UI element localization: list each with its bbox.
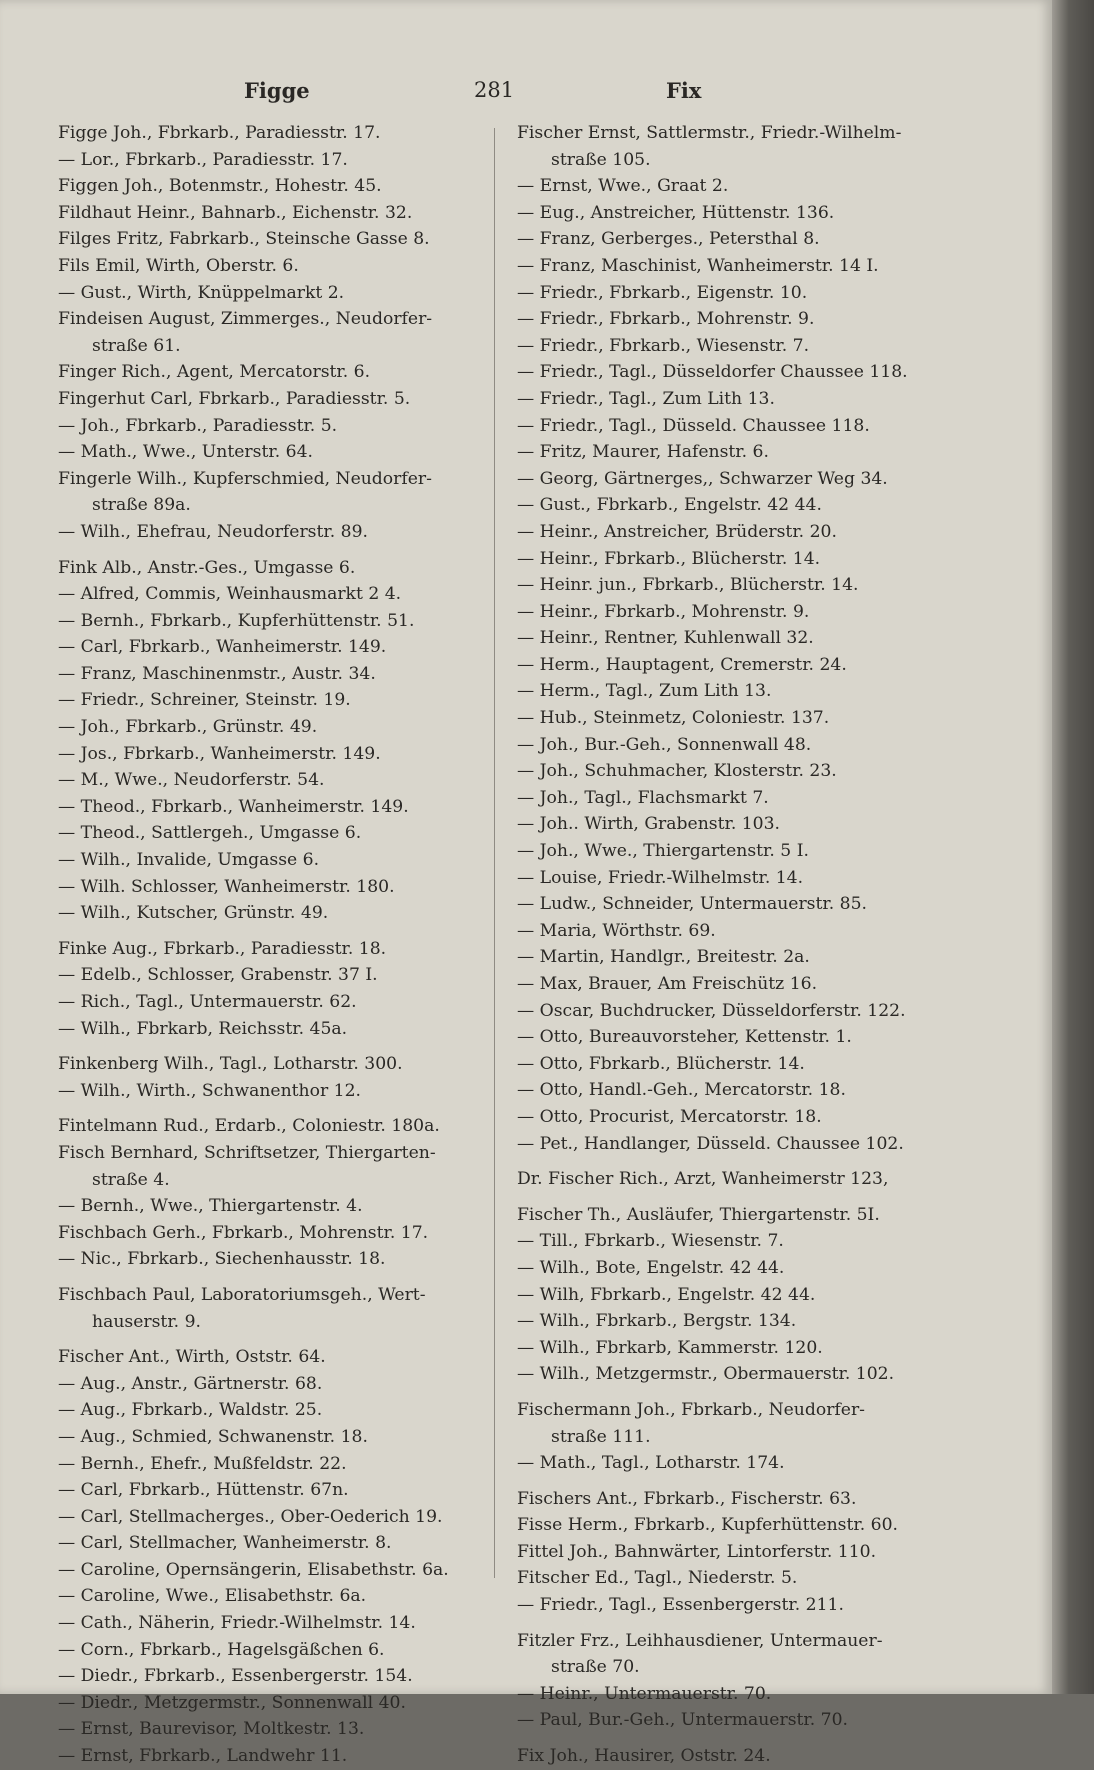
directory-entry: — Heinr., Fbrkarb., Mohrenstr. 9. [517, 601, 810, 622]
directory-entry: Fildhaut Heinr., Bahnarb., Eichenstr. 32. [58, 202, 413, 223]
directory-entry: Fisse Herm., Fbrkarb., Kupferhüttenstr. 60. [517, 1515, 898, 1536]
directory-entry: — Franz, Maschinenmstr., Austr. 34. [58, 663, 376, 684]
directory-entry: — Joh., Wwe., Thiergartenstr. 5 I. [517, 841, 809, 862]
directory-entry: — Gust., Fbrkarb., Engelstr. 42 44. [517, 495, 822, 516]
directory-entry: — Alfred, Commis, Weinhausmarkt 2 4. [58, 584, 402, 605]
directory-entry: — Diedr., Metzgermstr., Sonnenwall 40. [58, 1692, 406, 1713]
directory-entry: — Joh., Bur.-Geh., Sonnenwall 48. [517, 734, 812, 755]
header-right-word: Fix [666, 78, 702, 103]
directory-entry: — Hub., Steinmetz, Coloniestr. 137. [517, 708, 830, 729]
directory-entry: — Carl, Stellmacher, Wanheimerstr. 8. [58, 1533, 392, 1554]
directory-entry: — Math., Wwe., Unterstr. 64. [58, 442, 313, 463]
directory-entry: Fintelmann Rud., Erdarb., Coloniestr. 180a. [58, 1116, 440, 1137]
directory-entry: — Heinr., Anstreicher, Brüderstr. 20. [517, 521, 837, 542]
directory-entry: — Pet., Handlanger, Düsseld. Chaussee 102. [517, 1133, 904, 1154]
directory-entry: — Wilh., Invalide, Umgasse 6. [58, 850, 320, 871]
directory-entry: Fischbach Paul, Laboratoriumsgeh., Wert- [58, 1284, 426, 1305]
directory-entry: — M., Wwe., Neudorferstr. 54. [58, 770, 325, 791]
directory-entry: — Till., Fbrkarb., Wiesenstr. 7. [517, 1231, 784, 1252]
right-column [517, 120, 987, 1770]
directory-entry: — Theod., Fbrkarb., Wanheimerstr. 149. [58, 796, 409, 817]
directory-entry: — Joh., Schuhmacher, Klosterstr. 23. [517, 761, 837, 782]
directory-entry: — Rich., Tagl., Untermauerstr. 62. [58, 992, 357, 1012]
book-binding-edge [1052, 0, 1094, 1694]
directory-entry: — Otto, Bureauvorsteher, Kettenstr. 1. [517, 1027, 852, 1048]
directory-entry: — Theod., Sattlergeh., Umgasse 6. [58, 823, 362, 844]
directory-entry: Fittel Joh., Bahnwärter, Lintorferstr. 110. [517, 1541, 877, 1562]
directory-entry: Finke Aug., Fbrkarb., Paradiesstr. 18. [58, 938, 387, 959]
directory-entry: — Wilh., Fbrkarb., Bergstr. 134. [517, 1311, 797, 1332]
directory-entry: — Heinr., Fbrkarb., Blücherstr. 14. [517, 548, 821, 569]
directory-entry: Filges Fritz, Fabrkarb., Steinsche Gasse 8. [58, 229, 430, 250]
directory-entry: — Ludw., Schneider, Untermauerstr. 85. [517, 894, 867, 915]
directory-entry: Figgen Joh., Botenmstr., Hohestr. 45. [58, 176, 382, 197]
directory-entry: — Aug., Schmied, Schwanenstr. 18. [58, 1426, 368, 1447]
directory-entry: — Heinr., Untermauerstr. 70. [517, 1683, 772, 1704]
directory-entry: Fischer Ant., Wirth, Oststr. 64. [58, 1347, 326, 1368]
directory-entry: — Ernst, Fbrkarb., Landwehr 11. [58, 1746, 348, 1767]
directory-entry: Findeisen August, Zimmerges., Neudorfer- [58, 309, 433, 330]
directory-entry: Fingerle Wilh., Kupferschmied, Neudorfer- [58, 468, 432, 489]
directory-entry: — Friedr., Fbrkarb., Wiesenstr. 7. [517, 335, 810, 356]
directory-entry: — Joh., Fbrkarb., Paradiesstr. 5. [58, 415, 338, 436]
directory-entry: — Friedr., Tagl., Zum Lith 13. [517, 388, 775, 409]
directory-entry: — Maria, Wörthstr. 69. [517, 920, 716, 941]
directory-entry: — Friedr., Tagl., Düsseld. Chaussee 118. [517, 415, 870, 436]
directory-entry: — Lor., Fbrkarb., Paradiesstr. 17. [58, 149, 348, 170]
page-header [0, 68, 1052, 108]
directory-entry-continuation: straße 70. [551, 1657, 640, 1678]
directory-entry-continuation: straße 61. [92, 335, 181, 356]
directory-entry: — Herm., Tagl., Zum Lith 13. [517, 681, 772, 702]
directory-entry: — Joh., Tagl., Flachsmarkt 7. [517, 787, 769, 808]
directory-entry: — Caroline, Opernsängerin, Elisabethstr. 6a. [58, 1559, 449, 1580]
directory-entry: — Ernst, Baurevisor, Moltkestr. 13. [58, 1719, 365, 1740]
directory-entry-continuation: straße 105. [551, 149, 651, 170]
directory-entry: — Friedr., Schreiner, Steinstr. 19. [58, 690, 351, 711]
directory-entry: — Martin, Handlgr., Breitestr. 2a. [517, 947, 810, 968]
directory-entry: — Louise, Friedr.-Wilhelmstr. 14. [517, 867, 804, 888]
directory-entry-continuation: straße 89a. [92, 495, 191, 516]
directory-entry: — Heinr., Rentner, Kuhlenwall 32. [517, 628, 814, 649]
directory-entry: — Otto, Fbrkarb., Blücherstr. 14. [517, 1053, 805, 1074]
directory-entry: — Franz, Gerberges., Petersthal 8. [517, 229, 820, 250]
directory-entry: Fischbach Gerh., Fbrkarb., Mohrenstr. 17. [58, 1222, 429, 1243]
directory-entry: — Franz, Maschinist, Wanheimerstr. 14 I. [517, 255, 879, 276]
directory-entry: — Wilh., Fbrkarb, Kammerstr. 120. [517, 1337, 823, 1358]
directory-entry: — Paul, Bur.-Geh., Untermauerstr. 70. [517, 1710, 849, 1731]
directory-entry: — Wilh., Kutscher, Grünstr. 49. [58, 903, 329, 924]
directory-entry-continuation: straße 4. [92, 1169, 170, 1190]
directory-entry: Dr. Fischer Rich., Arzt, Wanheimerstr 123, [517, 1169, 889, 1190]
directory-entry: Fisch Bernhard, Schriftsetzer, Thiergarten- [58, 1142, 436, 1163]
header-left-word: Figge [244, 78, 310, 103]
directory-entry: Fischers Ant., Fbrkarb., Fischerstr. 63. [517, 1488, 857, 1509]
column-divider [494, 128, 495, 1578]
directory-entry: — Eug., Anstreicher, Hüttenstr. 136. [517, 202, 835, 223]
directory-entry: Finkenberg Wilh., Tagl., Lotharstr. 300. [58, 1054, 403, 1075]
directory-entry: — Max, Brauer, Am Freischütz 16. [517, 974, 818, 994]
directory-entry: — Otto, Procurist, Mercatorstr. 18. [517, 1106, 822, 1127]
directory-entry: Fingerhut Carl, Fbrkarb., Paradiesstr. 5. [58, 388, 411, 409]
directory-entry: — Ernst, Wwe., Graat 2. [517, 176, 729, 197]
directory-entry: — Oscar, Buchdrucker, Düsseldorferstr. 122. [517, 1000, 906, 1021]
directory-entry: Fischer Ernst, Sattlermstr., Friedr.-Wilhelm- [517, 123, 902, 143]
directory-entry: — Fritz, Maurer, Hafenstr. 6. [517, 442, 769, 463]
directory-entry: — Joh., Fbrkarb., Grünstr. 49. [58, 717, 318, 738]
directory-entry: — Otto, Handl.-Geh., Mercatorstr. 18. [517, 1080, 846, 1101]
directory-entry: — Edelb., Schlosser, Grabenstr. 37 I. [58, 965, 378, 986]
directory-entry: — Cath., Näherin, Friedr.-Wilhelmstr. 14. [58, 1613, 416, 1634]
directory-entry: — Wilh., Metzgermstr., Obermauerstr. 102. [517, 1364, 895, 1385]
directory-entry: — Wilh., Wirth., Schwanenthor 12. [58, 1080, 361, 1101]
directory-entry: — Wilh., Ehefrau, Neudorferstr. 89. [58, 521, 368, 542]
directory-entry: — Bernh., Wwe., Thiergartenstr. 4. [58, 1196, 363, 1217]
directory-entry: — Heinr. jun., Fbrkarb., Blücherstr. 14. [517, 575, 859, 596]
directory-entry: — Carl, Stellmacherges., Ober-Oederich 19. [58, 1506, 443, 1527]
directory-entry: Fix Joh., Hausirer, Oststr. 24. [517, 1746, 771, 1767]
directory-entry: — Friedr., Tagl., Essenbergerstr. 211. [517, 1595, 844, 1616]
directory-entry: — Math., Tagl., Lotharstr. 174. [517, 1453, 785, 1474]
directory-entry: — Bernh., Fbrkarb., Kupferhüttenstr. 51. [58, 610, 415, 631]
directory-entry: — Carl, Fbrkarb., Hüttenstr. 67n. [58, 1480, 349, 1501]
directory-entry: — Joh.. Wirth, Grabenstr. 103. [517, 814, 781, 835]
directory-entry: — Caroline, Wwe., Elisabethstr. 6a. [58, 1586, 367, 1607]
directory-entry: Fink Alb., Anstr.-Ges., Umgasse 6. [58, 557, 356, 578]
directory-entry-continuation: straße 111. [551, 1426, 651, 1447]
directory-entry: — Georg, Gärtnerges,, Schwarzer Weg 34. [517, 468, 888, 489]
directory-entry: — Bernh., Ehefr., Mußfeldstr. 22. [58, 1453, 347, 1474]
directory-entry: — Wilh., Bote, Engelstr. 42 44. [517, 1257, 785, 1278]
directory-entry: Finger Rich., Agent, Mercatorstr. 6. [58, 362, 371, 383]
directory-entry: — Friedr., Tagl., Düsseldorfer Chaussee 118. [517, 362, 908, 383]
directory-entry: — Diedr., Fbrkarb., Essenbergerstr. 154. [58, 1666, 413, 1687]
directory-entry: — Jos., Fbrkarb., Wanheimerstr. 149. [58, 743, 381, 764]
directory-entry: — Friedr., Fbrkarb., Eigenstr. 10. [517, 282, 808, 303]
directory-entry: — Wilh., Fbrkarb, Reichsstr. 45a. [58, 1018, 348, 1039]
directory-entry: — Wilh, Fbrkarb., Engelstr. 42 44. [517, 1284, 816, 1305]
directory-entry: Fils Emil, Wirth, Oberstr. 6. [58, 255, 299, 276]
directory-entry: — Corn., Fbrkarb., Hagelsgäßchen 6. [58, 1639, 385, 1660]
page-number: 281 [474, 78, 515, 102]
directory-entry-continuation: hauserstr. 9. [92, 1311, 201, 1332]
directory-entry: Fitscher Ed., Tagl., Niederstr. 5. [517, 1568, 798, 1589]
directory-entry: — Herm., Hauptagent, Cremerstr. 24. [517, 654, 847, 675]
directory-entry: Fischer Th., Ausläufer, Thiergartenstr. 5I. [517, 1204, 880, 1225]
directory-entry: — Wilh. Schlosser, Wanheimerstr. 180. [58, 876, 395, 897]
directory-entry: — Carl, Fbrkarb., Wanheimerstr. 149. [58, 637, 387, 658]
directory-entry: Fitzler Frz., Leihhausdiener, Untermauer- [517, 1630, 883, 1651]
directory-entry: Figge Joh., Fbrkarb., Paradiesstr. 17. [58, 123, 381, 143]
directory-entry: Fischermann Joh., Fbrkarb., Neudorfer- [517, 1399, 865, 1420]
directory-entry: — Aug., Fbrkarb., Waldstr. 25. [58, 1400, 323, 1421]
directory-entry: — Friedr., Fbrkarb., Mohrenstr. 9. [517, 309, 815, 330]
directory-entry: — Aug., Anstr., Gärtnerstr. 68. [58, 1373, 323, 1394]
directory-entry: — Gust., Wirth, Knüppelmarkt 2. [58, 282, 345, 303]
directory-entry: — Nic., Fbrkarb., Siechenhausstr. 18. [58, 1249, 386, 1270]
left-column [58, 120, 478, 1770]
